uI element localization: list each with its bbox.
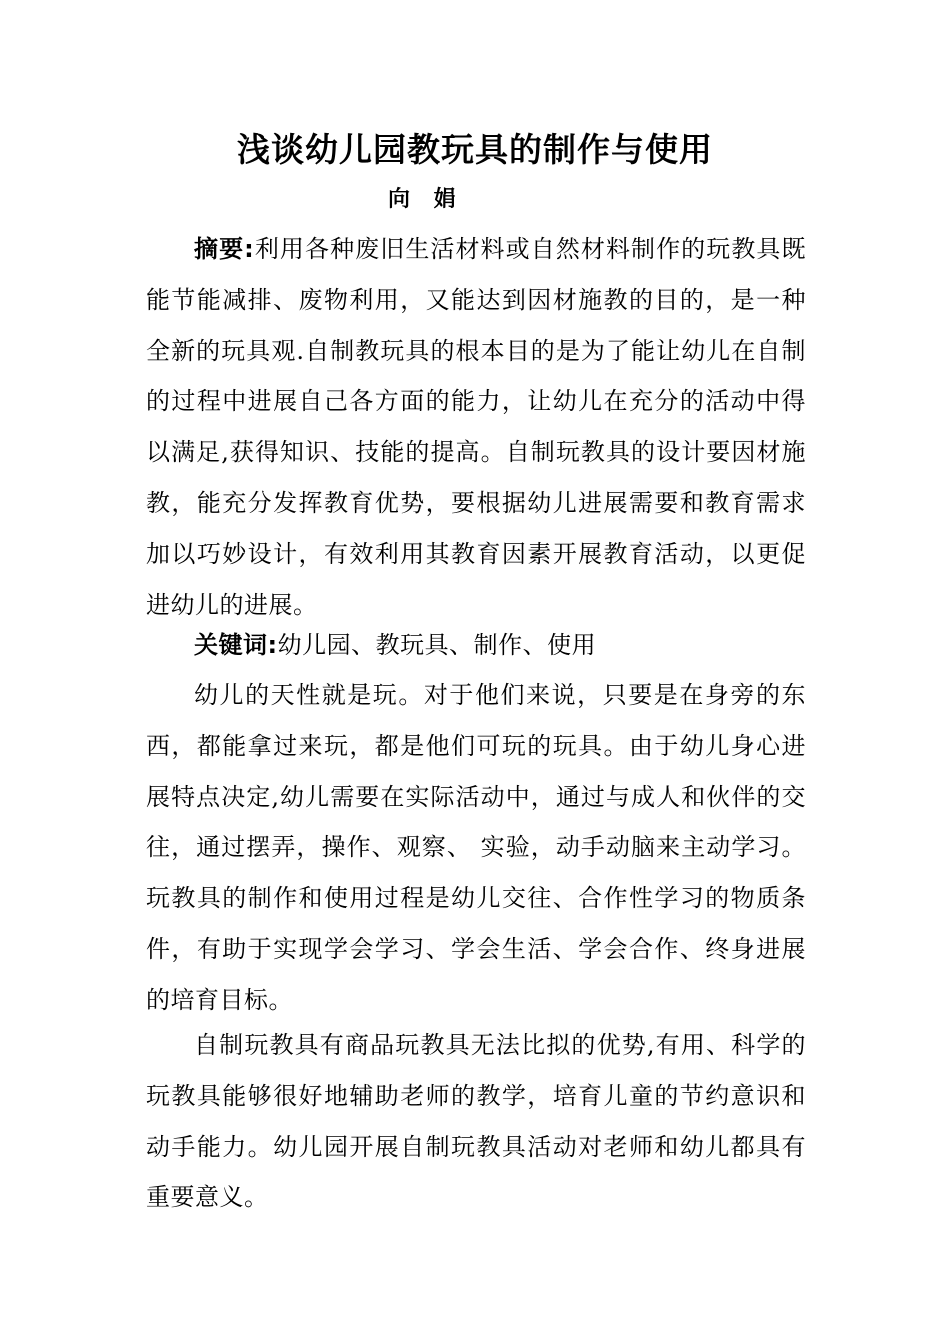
keywords-label: 关键词: [194, 631, 278, 659]
document-title: 浅谈幼儿园教玩具的制作与使用 [237, 130, 713, 169]
keywords-paragraph [146, 620, 806, 671]
abstract-paragraph [146, 224, 806, 630]
abstract-label: 摘要: [194, 235, 255, 263]
abstract-text: 利用各种废旧生活材料或自然材料制作的玩教具既能节能减排、废物利用，又能达到因材施教的目的，是一种全新的玩具观.自制教玩具的根本目的是为了能让幼儿在自制的过程中进展自己各方面的能力，让幼儿在充分的活动中得以满足,获得知识、技能的提高。自制玩教具的设计要因材施教，能充分发挥教育优势，要根据幼儿进展需要和教育需求加以巧妙设计，有效利用其教育因素开展教育活动，以更促进幼儿的进展。 [146, 235, 806, 619]
body-paragraph: 幼儿的天性就是玩。对于他们来说，只要是在身旁的东西，都能拿过来玩，都是他们可玩的玩具。由于幼儿身心进展特点决定,幼儿需要在实际活动中，通过与成人和伙伴的交往，通过摆弄，操作、观察、 实验，动手动脑来主动学习。玩教具的制作和使用过程是幼儿交往、合作性学习的物质条件，有助于实现学会学习、学会生活、学会合作、终身进展的培育目标。 [146, 681, 806, 1014]
author-name: 向 娟 [388, 187, 464, 212]
keywords-text: 幼儿园、教玩具、制作、使用 [277, 631, 597, 659]
body-paragraph: 自制玩教具有商品玩教具无法比拟的优势,有用、科学的玩教具能够很好地辅助老师的教学，培育儿童的节约意识和动手能力。幼儿园开展自制玩教具活动对老师和幼儿都具有重要意义。 [146, 1031, 806, 1212]
